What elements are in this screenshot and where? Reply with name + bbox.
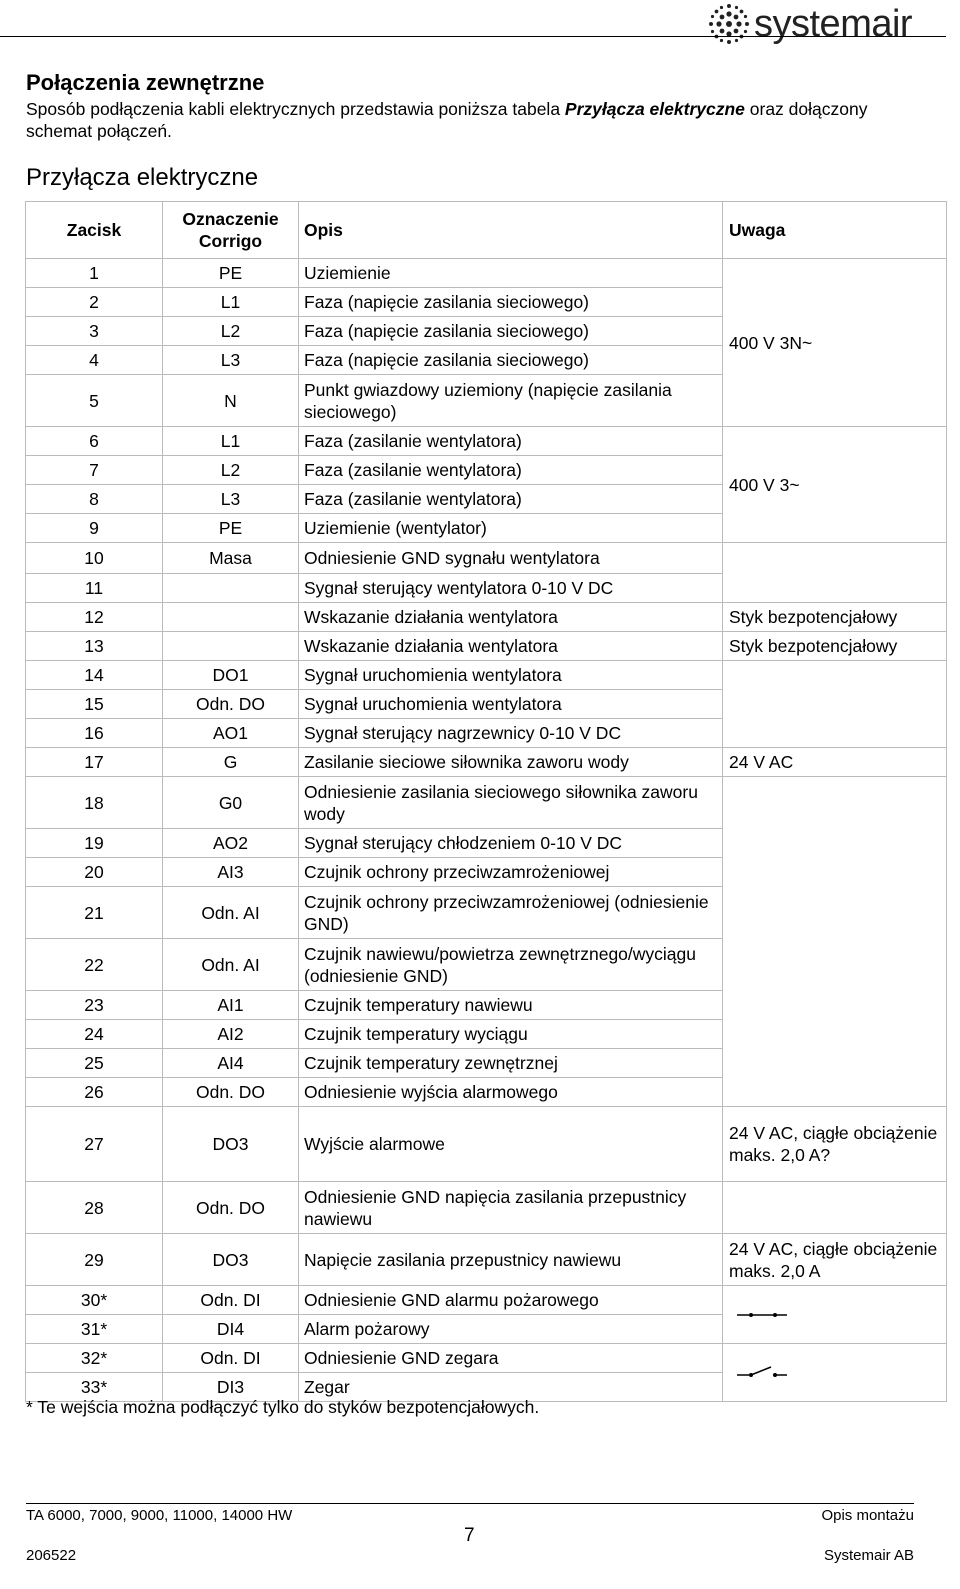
cell-opis: Faza (zasilanie wentylatora)	[299, 485, 723, 514]
cell-opis: Alarm pożarowy	[299, 1315, 723, 1344]
cell-zacisk: 16	[26, 719, 163, 748]
cell-oznaczenie: Odn. DI	[163, 1344, 299, 1373]
column-header-opis: Opis	[299, 202, 723, 259]
cell-oznaczenie: PE	[163, 514, 299, 543]
page-number: 7	[464, 1525, 475, 1546]
cell-opis: Wskazanie działania wentylatora	[299, 632, 723, 661]
cell-opis: Faza (napięcie zasilania sieciowego)	[299, 317, 723, 346]
cell-opis: Faza (napięcie zasilania sieciowego)	[299, 346, 723, 375]
cell-uwaga	[723, 1286, 947, 1344]
table-title: Przyłącza elektryczne	[26, 164, 259, 191]
cell-oznaczenie	[163, 632, 299, 661]
cell-oznaczenie: PE	[163, 259, 299, 288]
column-header-uwaga: Uwaga	[723, 202, 947, 259]
cell-opis: Czujnik temperatury wyciągu	[299, 1020, 723, 1049]
table-row	[26, 1286, 947, 1315]
cell-uwaga: 24 V AC, ciągłe obciążenie maks. 2,0 A	[723, 1234, 947, 1286]
cell-oznaczenie: G	[163, 748, 299, 777]
table-row	[26, 1234, 947, 1286]
cell-oznaczenie: Odn. DO	[163, 1078, 299, 1107]
intro-text-2: oraz dołączony schemat połączeń.	[26, 99, 868, 141]
cell-uwaga: 400 V 3~	[723, 427, 947, 543]
cell-opis: Uziemienie	[299, 259, 723, 288]
cell-opis: Czujnik ochrony przeciwzamrożeniowej	[299, 858, 723, 887]
cell-zacisk: 26	[26, 1078, 163, 1107]
cell-uwaga	[723, 543, 947, 603]
cell-oznaczenie: AI4	[163, 1049, 299, 1078]
cell-opis: Napięcie zasilania przepustnicy nawiewu	[299, 1234, 723, 1286]
cell-uwaga: Styk bezpotencjałowy	[723, 603, 947, 632]
cell-oznaczenie: Odn. DO	[163, 1182, 299, 1234]
brand-logo	[708, 0, 912, 48]
cell-opis: Odniesienie GND alarmu pożarowego	[299, 1286, 723, 1315]
cell-zacisk: 10	[26, 543, 163, 574]
cell-oznaczenie: Odn. DI	[163, 1286, 299, 1315]
intro-paragraph	[26, 98, 906, 142]
cell-opis: Sygnał sterujący wentylatora 0-10 V DC	[299, 574, 723, 603]
table-row	[26, 748, 947, 777]
cell-opis: Odniesienie zasilania sieciowego siłownika zaworu wody	[299, 777, 723, 829]
cell-oznaczenie	[163, 574, 299, 603]
cell-oznaczenie: DO3	[163, 1234, 299, 1286]
cell-opis: Wskazanie działania wentylatora	[299, 603, 723, 632]
cell-oznaczenie: L2	[163, 317, 299, 346]
cell-zacisk: 19	[26, 829, 163, 858]
cell-opis: Faza (napięcie zasilania sieciowego)	[299, 288, 723, 317]
cell-zacisk: 27	[26, 1107, 163, 1182]
footer-models: TA 6000, 7000, 9000, 11000, 14000 HW	[26, 1507, 293, 1524]
cell-opis: Odniesienie wyjścia alarmowego	[299, 1078, 723, 1107]
table-row	[26, 259, 947, 288]
cell-oznaczenie: Masa	[163, 543, 299, 574]
column-header-oznaczenie: Oznaczenie Corrigo	[163, 202, 299, 259]
cell-oznaczenie: Odn. AI	[163, 939, 299, 991]
cell-oznaczenie: Odn. AI	[163, 887, 299, 939]
cell-oznaczenie: L1	[163, 427, 299, 456]
cell-zacisk: 18	[26, 777, 163, 829]
column-header-zacisk: Zacisk	[26, 202, 163, 259]
cell-oznaczenie: G0	[163, 777, 299, 829]
header-rule	[0, 36, 946, 37]
cell-opis: Sygnał sterujący nagrzewnicy 0-10 V DC	[299, 719, 723, 748]
footnote: * Te wejścia można podłączyć tylko do styków bezpotencjałowych.	[26, 1397, 540, 1417]
cell-uwaga	[723, 1344, 947, 1402]
cell-oznaczenie: N	[163, 375, 299, 427]
cell-zacisk: 25	[26, 1049, 163, 1078]
cell-oznaczenie: AI1	[163, 991, 299, 1020]
cell-opis: Odniesienie GND napięcia zasilania przepustnicy nawiewu	[299, 1182, 723, 1234]
cell-opis: Sygnał sterujący chłodzeniem 0-10 V DC	[299, 829, 723, 858]
cell-zacisk: 17	[26, 748, 163, 777]
cell-opis: Sygnał uruchomienia wentylatora	[299, 690, 723, 719]
cell-opis: Czujnik temperatury nawiewu	[299, 991, 723, 1020]
cell-uwaga: 24 V AC, ciągłe obciążenie maks. 2,0 A?	[723, 1107, 947, 1182]
cell-zacisk: 2	[26, 288, 163, 317]
cell-zacisk: 33*	[26, 1373, 163, 1402]
cell-opis: Odniesienie GND zegara	[299, 1344, 723, 1373]
normally-open-contact-icon	[737, 1363, 797, 1383]
cell-opis: Uziemienie (wentylator)	[299, 514, 723, 543]
cell-oznaczenie: DI3	[163, 1373, 299, 1402]
cell-zacisk: 20	[26, 858, 163, 887]
cell-oznaczenie: L3	[163, 485, 299, 514]
cell-zacisk: 4	[26, 346, 163, 375]
cell-opis: Czujnik ochrony przeciwzamrożeniowej (odniesienie GND)	[299, 887, 723, 939]
cell-zacisk: 9	[26, 514, 163, 543]
footer-company: Systemair AB	[823, 1547, 914, 1564]
cell-zacisk: 28	[26, 1182, 163, 1234]
brand-name: systemair	[754, 3, 913, 45]
table-row	[26, 427, 947, 456]
cell-oznaczenie: AI3	[163, 858, 299, 887]
cell-oznaczenie: AO2	[163, 829, 299, 858]
cell-zacisk: 15	[26, 690, 163, 719]
cell-oznaczenie: AI2	[163, 1020, 299, 1049]
intro-emphasis: Przyłącza elektryczne	[564, 99, 745, 119]
cell-oznaczenie: L2	[163, 456, 299, 485]
cell-uwaga: 24 V AC	[723, 748, 947, 777]
cell-opis: Sygnał uruchomienia wentylatora	[299, 661, 723, 690]
cell-zacisk: 13	[26, 632, 163, 661]
cell-zacisk: 12	[26, 603, 163, 632]
cell-opis: Czujnik temperatury zewnętrznej	[299, 1049, 723, 1078]
table-row	[26, 777, 947, 829]
cell-uwaga	[723, 777, 947, 1107]
cell-oznaczenie: DO3	[163, 1107, 299, 1182]
cell-opis: Faza (zasilanie wentylatora)	[299, 427, 723, 456]
table-row	[26, 1344, 947, 1373]
footer-doc-type: Opis montażu	[821, 1507, 914, 1524]
cell-zacisk: 29	[26, 1234, 163, 1286]
cell-zacisk: 11	[26, 574, 163, 603]
cell-oznaczenie	[163, 603, 299, 632]
cell-uwaga	[723, 661, 947, 748]
cell-zacisk: 30*	[26, 1286, 163, 1315]
cell-opis: Odniesienie GND sygnału wentylatora	[299, 543, 723, 574]
cell-zacisk: 7	[26, 456, 163, 485]
table-row	[26, 543, 947, 574]
cell-oznaczenie: Odn. DO	[163, 690, 299, 719]
cell-zacisk: 21	[26, 887, 163, 939]
section-title: Połączenia zewnętrzne	[26, 70, 265, 95]
cell-oznaczenie: DI4	[163, 1315, 299, 1344]
connections-table	[25, 201, 947, 1402]
cell-opis: Zasilanie sieciowe siłownika zaworu wody	[299, 748, 723, 777]
footer-doc-number: 206522	[26, 1547, 77, 1564]
cell-oznaczenie: AO1	[163, 719, 299, 748]
cell-zacisk: 6	[26, 427, 163, 456]
cell-zacisk: 32*	[26, 1344, 163, 1373]
table-row	[26, 1107, 947, 1182]
cell-zacisk: 23	[26, 991, 163, 1020]
cell-uwaga: 400 V 3N~	[723, 259, 947, 427]
cell-zacisk: 14	[26, 661, 163, 690]
cell-uwaga: Styk bezpotencjałowy	[723, 632, 947, 661]
table-header-row	[26, 202, 947, 259]
systemair-logo-icon	[708, 3, 750, 45]
table-row	[26, 1182, 947, 1234]
cell-opis: Punkt gwiazdowy uziemiony (napięcie zasilania sieciowego)	[299, 375, 723, 427]
cell-opis: Zegar	[299, 1373, 723, 1402]
normally-closed-contact-icon	[737, 1305, 797, 1325]
cell-opis: Faza (zasilanie wentylatora)	[299, 456, 723, 485]
cell-oznaczenie: L1	[163, 288, 299, 317]
table-row	[26, 632, 947, 661]
cell-zacisk: 8	[26, 485, 163, 514]
cell-opis: Czujnik nawiewu/powietrza zewnętrznego/wyciągu (odniesienie GND)	[299, 939, 723, 991]
table-row	[26, 661, 947, 690]
table-row	[26, 603, 947, 632]
cell-zacisk: 1	[26, 259, 163, 288]
cell-oznaczenie: DO1	[163, 661, 299, 690]
cell-zacisk: 22	[26, 939, 163, 991]
cell-opis: Wyjście alarmowe	[299, 1107, 723, 1182]
intro-text-1: Sposób podłączenia kabli elektrycznych przedstawia poniższa tabela	[26, 99, 565, 119]
cell-zacisk: 3	[26, 317, 163, 346]
footer-rule	[26, 1503, 914, 1504]
cell-zacisk: 24	[26, 1020, 163, 1049]
cell-zacisk: 31*	[26, 1315, 163, 1344]
cell-uwaga	[723, 1182, 947, 1234]
cell-zacisk: 5	[26, 375, 163, 427]
cell-oznaczenie: L3	[163, 346, 299, 375]
